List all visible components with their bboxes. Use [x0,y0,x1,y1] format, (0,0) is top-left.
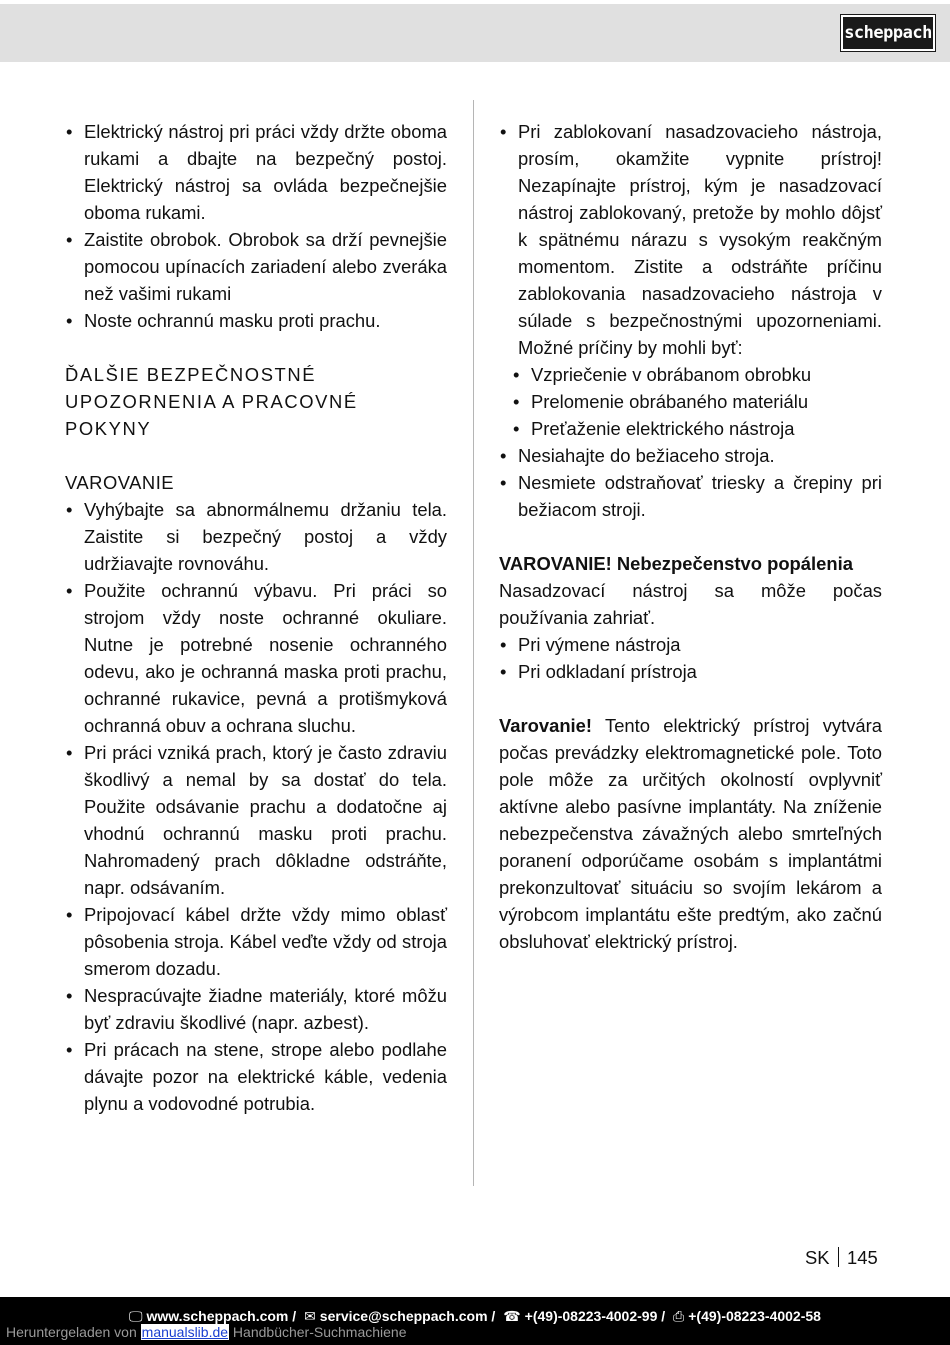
column-divider [473,100,474,1186]
language-code: SK [805,1247,830,1268]
burn-warning-title: VAROVANIE! Nebezpečenstvo popálenia [499,553,853,574]
page-number [805,1244,878,1271]
manualslib-link[interactable]: manualslib.de [141,1324,229,1340]
list-item: • Nesmiete odstraňovať triesky a črepiny pri bežiacom stroji. [499,469,882,523]
contact-footer [0,1297,950,1345]
page-number-value: 145 [847,1247,878,1268]
list-item: • Elektrický nástroj pri práci vždy držte oboma rukami a dbajte na bezpečný postoj. Elektrický nástroj sa ovláda bezpečnejšie oboma rukami. [65,118,447,226]
intro-list [65,118,447,334]
list-item: • Pripojovací kábel držte vždy mimo oblasť pôsobenia stroja. Kábel veďte vždy od stroja smerom dozadu. [65,901,447,982]
list-item: • Preťaženie elektrického nástroja [512,415,882,442]
list-item: • Prelomenie obrábaného materiálu [512,388,882,415]
left-column [65,118,447,1117]
burn-list [499,631,882,685]
phone-number: +(49)-08223-4002-99 / [524,1308,666,1324]
list-item: • Pri výmene nástroja [499,631,882,658]
more-list [499,442,882,523]
fax-icon: ⎙ [673,1308,685,1324]
download-suffix: Handbücher-Suchmachiene [229,1324,407,1340]
website-link[interactable]: www.scheppach.com / [146,1308,297,1324]
phone-icon: ☎ [503,1308,521,1324]
em-warning-label: Varovanie! [499,715,593,736]
list-item: • Zaistite obrobok. Obrobok sa drží pevnejšie pomocou upínacích zariadení alebo zveráka než vašimi rukami [65,226,447,307]
blocked-tool-list [499,118,882,361]
monitor-icon: 🖵 [129,1308,143,1324]
list-item: • Noste ochrannú masku proti prachu. [65,307,447,334]
right-column [499,118,882,955]
em-warning-text: Tento elektrický prístroj vytvára počas prevádzky elektromagnetické pole. Toto pole môže za určitých okolností ovplyvniť aktívne alebo pasívne implantáty. Na zníženie nebezpečenstva závažných alebo smrteľných poranení odporúčame osobám s implantátmi prekonzultovať situáciu so svojím lekárom a výrobcom implantátu ešte predtým, ako začnú obsluhovať elektrický prístroj. [499,715,882,952]
list-item: • Nespracúvajte žiadne materiály, ktoré môžu byť zdraviu škodlivé (napr. azbest). [65,982,447,1036]
warning-list [65,496,447,1117]
email-icon: ✉ [304,1308,316,1324]
page-separator [838,1247,840,1267]
list-item: • Použite ochrannú výbavu. Pri práci so strojom vždy noste ochranné okuliare. Nutne je potrebné nosenie ochranného odevu, ako je ochranná maska proti prachu, ochranné rukavice, pevná a protišmyková ochranná obuv a ochrana sluchu. [65,577,447,739]
list-item: • Pri odkladaní prístroja [499,658,882,685]
download-notice [6,1323,407,1341]
em-warning [499,712,882,955]
list-item: • Vyhýbajte sa abnormálnemu držaniu tela. Zaistite si bezpečný postoj a vždy udržiavajte rovnováhu. [65,496,447,577]
section-heading: ĎALŠIE BEZPEČNOSTNÉ UPOZORNENIA A PRACOVNÉ POKYNY [65,364,358,439]
warning-title: VAROVANIE [65,472,175,493]
burn-warning-text: Nasadzovací nástroj sa môže počas používania zahriať. [499,580,882,628]
list-item: • Pri zablokovaní nasadzovacieho nástroja, prosím, okamžite vypnite prístroj! Nezapínajte prístroj, kým je nasadzovací nástroj zablokovaný, pretože by mohlo dôjsť k spätnému nárazu s vysokým reakčným momentom. Zistite a odstráňte príčinu zablokovania nasadzovacieho nástroja v súlade s bezpečnostnými upozorneniami. Možné príčiny by mohli byť: [499,118,882,361]
list-item: • Pri prácach na stene, strope alebo podlahe dávajte pozor na elektrické káble, vedenia plynu a vodovodné potrubia. [65,1036,447,1117]
causes-list [512,361,882,442]
header-band [0,4,950,62]
list-item: • Vzpriečenie v obrábanom obrobku [512,361,882,388]
list-item: • Nesiahajte do bežiaceho stroja. [499,442,882,469]
list-item: • Pri práci vzniká prach, ktorý je často zdraviu škodlivý a nemal by sa dostať do tela. Použite odsávanie prachu a dodatočne aj vhodnú ochrannú masku proti prachu. Nahromadený prach dôkladne odstráňte, napr. odsávaním. [65,739,447,901]
fax-number: +(49)-08223-4002-58 [688,1308,821,1324]
scheppach-logo: scheppach [841,15,935,51]
email-link[interactable]: service@scheppach.com / [319,1308,496,1324]
download-prefix: Heruntergeladen von [6,1324,141,1340]
